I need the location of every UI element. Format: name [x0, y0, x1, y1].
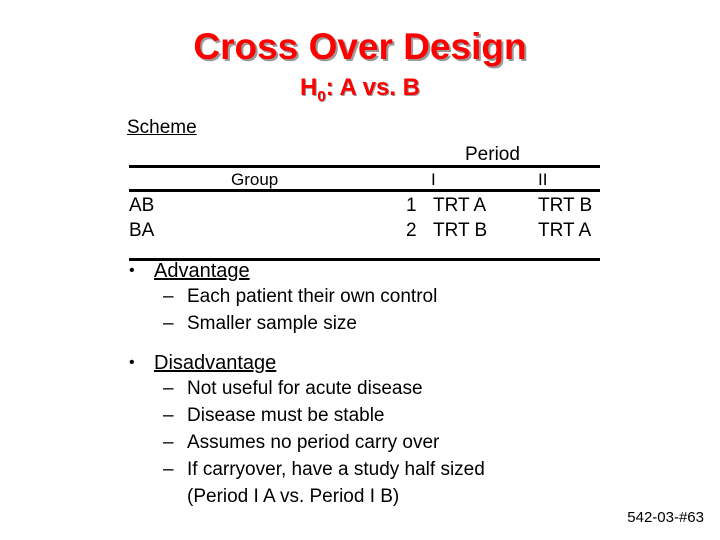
list-item-text: If carryover, have a study half sized	[187, 459, 485, 480]
list-item-text: Assumes no period carry over	[187, 432, 440, 453]
table-header-rule	[129, 189, 600, 192]
period-1-header: I	[431, 170, 436, 189]
disadvantage-heading: Disadvantage	[154, 352, 277, 374]
slide-subtitle	[0, 74, 720, 105]
group-cell: BA	[129, 220, 155, 241]
sequence-cell: 1	[406, 195, 417, 216]
scheme-label: Scheme	[127, 117, 197, 138]
slide-title: Cross Over Design	[193, 26, 527, 67]
period-2-header: II	[538, 170, 548, 189]
table-top-rule	[129, 165, 600, 168]
dash-icon: –	[163, 378, 174, 399]
hypothesis-symbol: H	[300, 74, 318, 101]
dash-icon: –	[163, 405, 174, 426]
bullet-icon: •	[129, 354, 135, 371]
group-header: Group	[231, 170, 279, 189]
period-2-cell: TRT A	[538, 220, 592, 241]
group-cell: AB	[129, 195, 155, 216]
list-item-text: Each patient their own control	[187, 286, 438, 307]
dash-icon: –	[163, 286, 174, 307]
period-2-cell: TRT B	[538, 195, 593, 216]
advantage-heading: Advantage	[154, 260, 250, 282]
period-1-cell: TRT B	[433, 220, 488, 241]
list-item-continuation: (Period I A vs. Period I B)	[187, 486, 400, 507]
slide-footer: 542-03-#63	[627, 509, 704, 526]
list-item-text: Disease must be stable	[187, 405, 385, 426]
dash-icon: –	[163, 432, 174, 453]
period-1-cell: TRT A	[433, 195, 487, 216]
hypothesis-subscript: 0	[317, 87, 326, 105]
dash-icon: –	[163, 459, 174, 480]
dash-icon: –	[163, 313, 174, 334]
sequence-cell: 2	[406, 220, 417, 241]
list-item-text: Smaller sample size	[187, 313, 357, 334]
period-header: Period	[465, 144, 520, 165]
list-item-text: Not useful for acute disease	[187, 378, 423, 399]
hypothesis-text: : A vs. B	[325, 74, 420, 101]
bullet-icon: •	[129, 262, 135, 279]
